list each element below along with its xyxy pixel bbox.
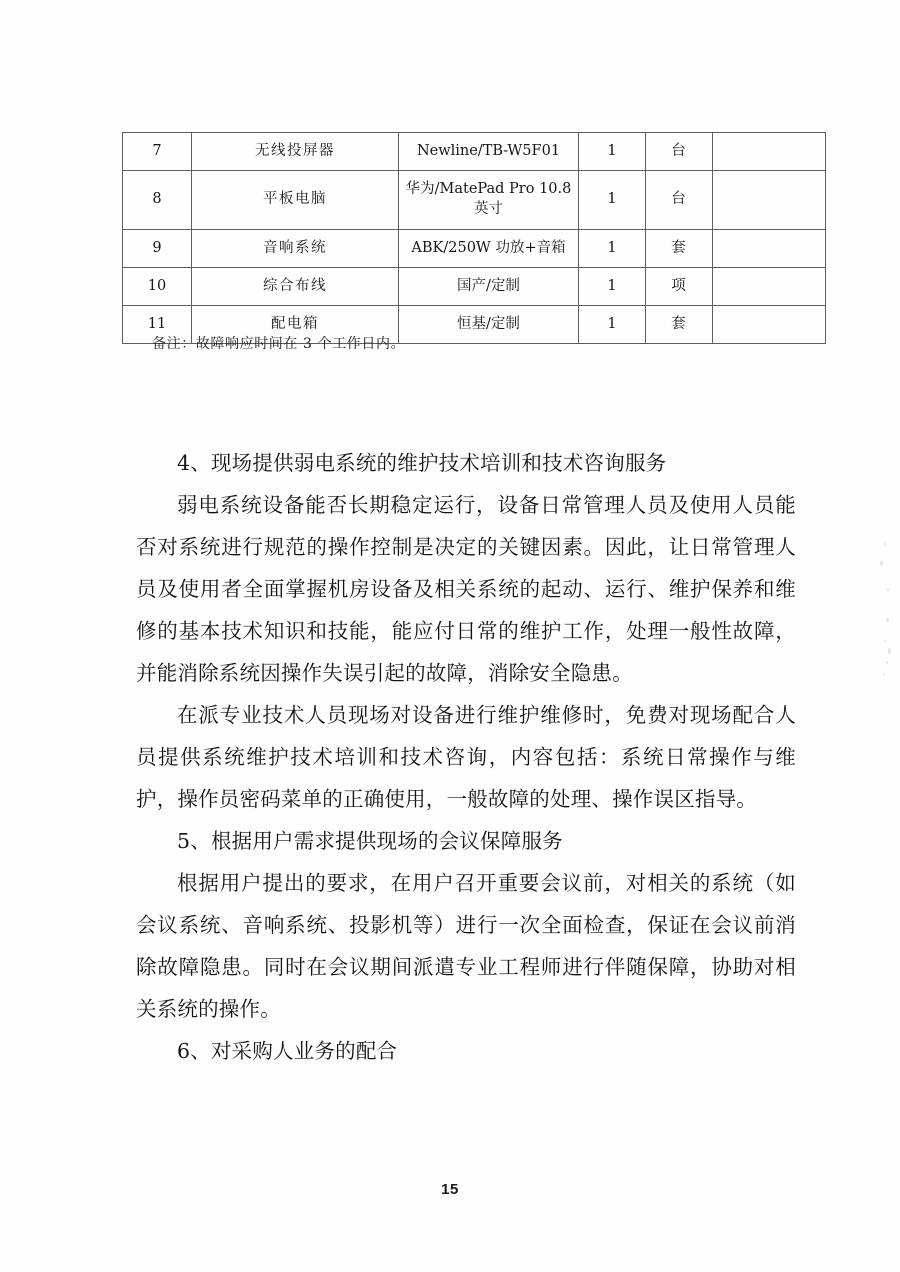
scan-artifact <box>887 589 889 591</box>
equipment-table-container <box>122 132 783 344</box>
table-row <box>123 171 826 230</box>
scan-artifact <box>886 661 888 664</box>
cell-serial-number: 9 <box>123 230 192 268</box>
scan-artifact <box>883 673 885 675</box>
page-number: 15 <box>441 1181 459 1198</box>
cell-remark <box>713 133 826 171</box>
table-row <box>123 268 826 306</box>
cell-remark <box>713 171 826 230</box>
cell-serial-number: 10 <box>123 268 192 306</box>
cell-unit: 套 <box>646 306 713 344</box>
cell-spec-model: 恒基/定制 <box>399 306 579 344</box>
table-row <box>123 230 826 268</box>
cell-quantity: 1 <box>579 230 646 268</box>
table-body <box>123 133 826 344</box>
cell-serial-number: 11 <box>123 306 192 344</box>
scan-artifact <box>884 640 886 642</box>
scan-artifact <box>886 618 889 622</box>
table-note: 备注：故障响应时间在 3 个工作日内。 <box>152 336 406 352</box>
cell-quantity: 1 <box>579 268 646 306</box>
cell-remark <box>713 268 826 306</box>
cell-device-name: 配电箱 <box>192 306 399 344</box>
equipment-table <box>122 132 826 344</box>
scan-artifact <box>880 561 883 566</box>
section-4-paragraph-1: 弱电系统设备能否长期稳定运行，设备日常管理人员及使用人员能否对系统进行规范的操作控制是决定的关键因素。因此，让日常管理人员及使用者全面掌握机房设备及相关系统的起动、运行、维护保养和维修的基本技术知识和技能，能应付日常的维护工作，处理一般性故障，并能消除系统因操作失误引起的故障，消除安全隐患。 <box>136 493 796 685</box>
cell-serial-number: 7 <box>123 133 192 171</box>
cell-unit: 项 <box>646 268 713 306</box>
cell-spec-model: Newline/TB-W5F01 <box>399 133 579 171</box>
section-5-heading: 5、根据用户需求提供现场的会议保障服务 <box>177 829 563 853</box>
section-4-paragraph-2: 在派专业技术人员现场对设备进行维护维修时，免费对现场配合人员提供系统维护技术培训和技术咨询，内容包括：系统日常操作与维护，操作员密码菜单的正确使用，一般故障的处理、操作误区指导。 <box>136 703 796 811</box>
cell-spec-model: 国产/定制 <box>399 268 579 306</box>
cell-serial-number: 8 <box>123 171 192 230</box>
scan-artifact <box>888 648 891 654</box>
section-5-paragraph-1: 根据用户提出的要求，在用户召开重要会议前，对相关的系统（如会议系统、音响系统、投影机等）进行一次全面检查，保证在会议前消除故障隐患。同时在会议期间派遣专业工程师进行伴随保障，协助对相关系统的操作。 <box>136 871 796 1021</box>
section-6-heading: 6、对采购人业务的配合 <box>177 1039 398 1063</box>
cell-unit: 台 <box>646 171 713 230</box>
cell-device-name: 音响系统 <box>192 230 399 268</box>
cell-device-name: 无线投屏器 <box>192 133 399 171</box>
cell-device-name: 平板电脑 <box>192 171 399 230</box>
section-4-heading: 4、现场提供弱电系统的维护技术培训和技术咨询服务 <box>177 451 667 475</box>
cell-remark <box>713 306 826 344</box>
cell-quantity: 1 <box>579 306 646 344</box>
cell-quantity: 1 <box>579 171 646 230</box>
table-row <box>123 133 826 171</box>
cell-remark <box>713 230 826 268</box>
cell-device-name: 综合布线 <box>192 268 399 306</box>
body-content <box>136 442 796 1072</box>
cell-quantity: 1 <box>579 133 646 171</box>
cell-unit: 台 <box>646 133 713 171</box>
cell-spec-model: 华为/MatePad Pro 10.8 英寸 <box>399 171 579 230</box>
cell-spec-model: ABK/250W 功放+音箱 <box>399 230 579 268</box>
cell-unit: 套 <box>646 230 713 268</box>
scan-artifact <box>884 543 886 546</box>
